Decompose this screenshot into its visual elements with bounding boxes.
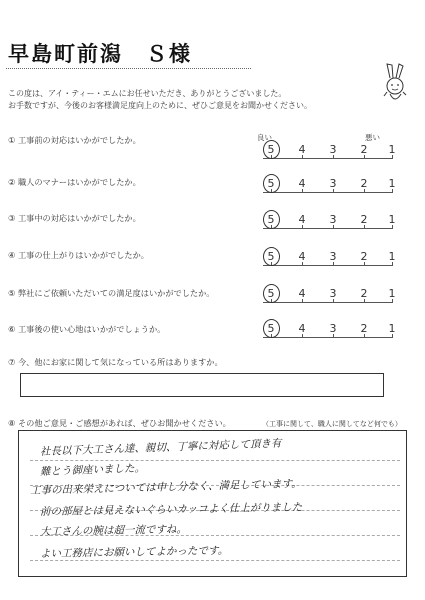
rating-scale-q2[interactable] (260, 177, 395, 197)
page-title: 早島町前潟 Ｓ様 (8, 42, 192, 66)
rating-option-5[interactable]: 5 (267, 213, 275, 226)
rating-option-1[interactable]: 1 (388, 213, 396, 226)
rating-option-2[interactable]: 2 (360, 250, 368, 263)
rating-scale-q6[interactable] (260, 322, 395, 342)
bunny-mascot-icon (382, 62, 408, 110)
rating-option-5[interactable]: 5 (267, 250, 275, 263)
question-5-label: ⑤ 弊社にご依頼いただいての満足度はいかがでしたか。 (8, 288, 215, 298)
intro-line-2: お手数ですが、今後のお客様満足度向上のために、ぜひご意見をお聞かせください。 (8, 101, 312, 110)
question-4-label: ④ 工事の仕上がりはいかがでしたか。 (8, 250, 149, 260)
question-1-label: ① 工事前の対応はいかがでしたか。 (8, 135, 141, 145)
rating-option-2[interactable]: 2 (360, 177, 368, 190)
question-3-label: ③ 工事中の対応はいかがでしたか。 (8, 213, 141, 223)
rating-scale-q5[interactable] (260, 287, 395, 307)
question-7-answer-field[interactable] (20, 373, 384, 397)
question-7-label: ⑦ 今、他にお家に関して気になっている所はありますか。 (8, 357, 223, 367)
rating-option-3[interactable]: 3 (329, 250, 337, 263)
rating-option-2[interactable]: 2 (360, 143, 368, 156)
rating-option-4[interactable]: 4 (298, 143, 306, 156)
rating-option-5[interactable]: 5 (267, 322, 275, 335)
rating-option-3[interactable]: 3 (329, 322, 337, 335)
title-underline (6, 68, 251, 70)
intro-line-1: この度は、アイ・ティー・エムにお任せいただき、ありがとうございました。 (8, 89, 287, 98)
selected-rating-circle (263, 284, 280, 303)
rating-option-3[interactable]: 3 (329, 213, 337, 226)
rating-option-4[interactable]: 4 (298, 322, 306, 335)
rating-option-2[interactable]: 2 (360, 213, 368, 226)
comment-line-6: よい工務店にお願いしてよかったです。 (39, 544, 229, 560)
comment-line-5: 大工さんの腕は超一流ですね。 (39, 523, 188, 538)
selected-rating-circle (263, 319, 280, 338)
rating-option-5[interactable]: 5 (267, 143, 275, 156)
rating-option-1[interactable]: 1 (388, 287, 396, 300)
comment-line-3: 工事の出来栄えについては申し分なく、満足しています。 (29, 477, 302, 497)
rating-option-1[interactable]: 1 (388, 143, 396, 156)
selected-rating-circle (263, 210, 280, 229)
question-8-note: （工事に関して、職人に関してなど何でも） (262, 420, 402, 428)
rating-option-5[interactable]: 5 (267, 177, 275, 190)
rating-option-3[interactable]: 3 (329, 177, 337, 190)
rating-option-4[interactable]: 4 (298, 250, 306, 263)
question-8-label: ⑧ その他ご意見・ご感想があれば、ぜひお聞かせください。 (8, 418, 231, 428)
rating-line (263, 228, 392, 229)
rating-option-1[interactable]: 1 (388, 250, 396, 263)
selected-rating-circle (263, 174, 280, 193)
rating-option-5[interactable]: 5 (267, 287, 275, 300)
comment-line-1: 社長以下大工さん達、親切、丁寧に対応して頂き有 (39, 437, 282, 458)
question-6-label: ⑥ 工事後の使い心地はいかがでしょうか。 (8, 324, 166, 334)
rating-option-3[interactable]: 3 (329, 143, 337, 156)
rating-line (263, 337, 392, 338)
rating-option-4[interactable]: 4 (298, 213, 306, 226)
rating-line (263, 302, 392, 303)
comment-guide-line (30, 460, 400, 461)
selected-rating-circle (263, 247, 280, 266)
rating-scale-q3[interactable] (260, 213, 395, 233)
rating-option-2[interactable]: 2 (360, 322, 368, 335)
rating-option-1[interactable]: 1 (388, 177, 396, 190)
rating-scale-q4[interactable] (260, 250, 395, 270)
rating-option-1[interactable]: 1 (388, 322, 396, 335)
selected-rating-circle (263, 140, 280, 159)
rating-option-2[interactable]: 2 (360, 287, 368, 300)
rating-option-3[interactable]: 3 (329, 287, 337, 300)
rating-option-4[interactable]: 4 (298, 177, 306, 190)
scale-bad-label: 悪い (365, 133, 380, 142)
rating-line (263, 192, 392, 193)
question-2-label: ② 職人のマナーはいかがでしたか。 (8, 177, 141, 187)
rating-line (263, 158, 392, 159)
scale-good-label: 良い (257, 133, 272, 142)
comment-line-2: 難とう御座いました。 (39, 462, 146, 478)
rating-option-4[interactable]: 4 (298, 287, 306, 300)
comment-line-4: 前の部屋とは見えないぐらいカッコよく仕上がりました (39, 501, 303, 518)
rating-scale-q1[interactable] (260, 143, 395, 163)
rating-line (263, 265, 392, 266)
